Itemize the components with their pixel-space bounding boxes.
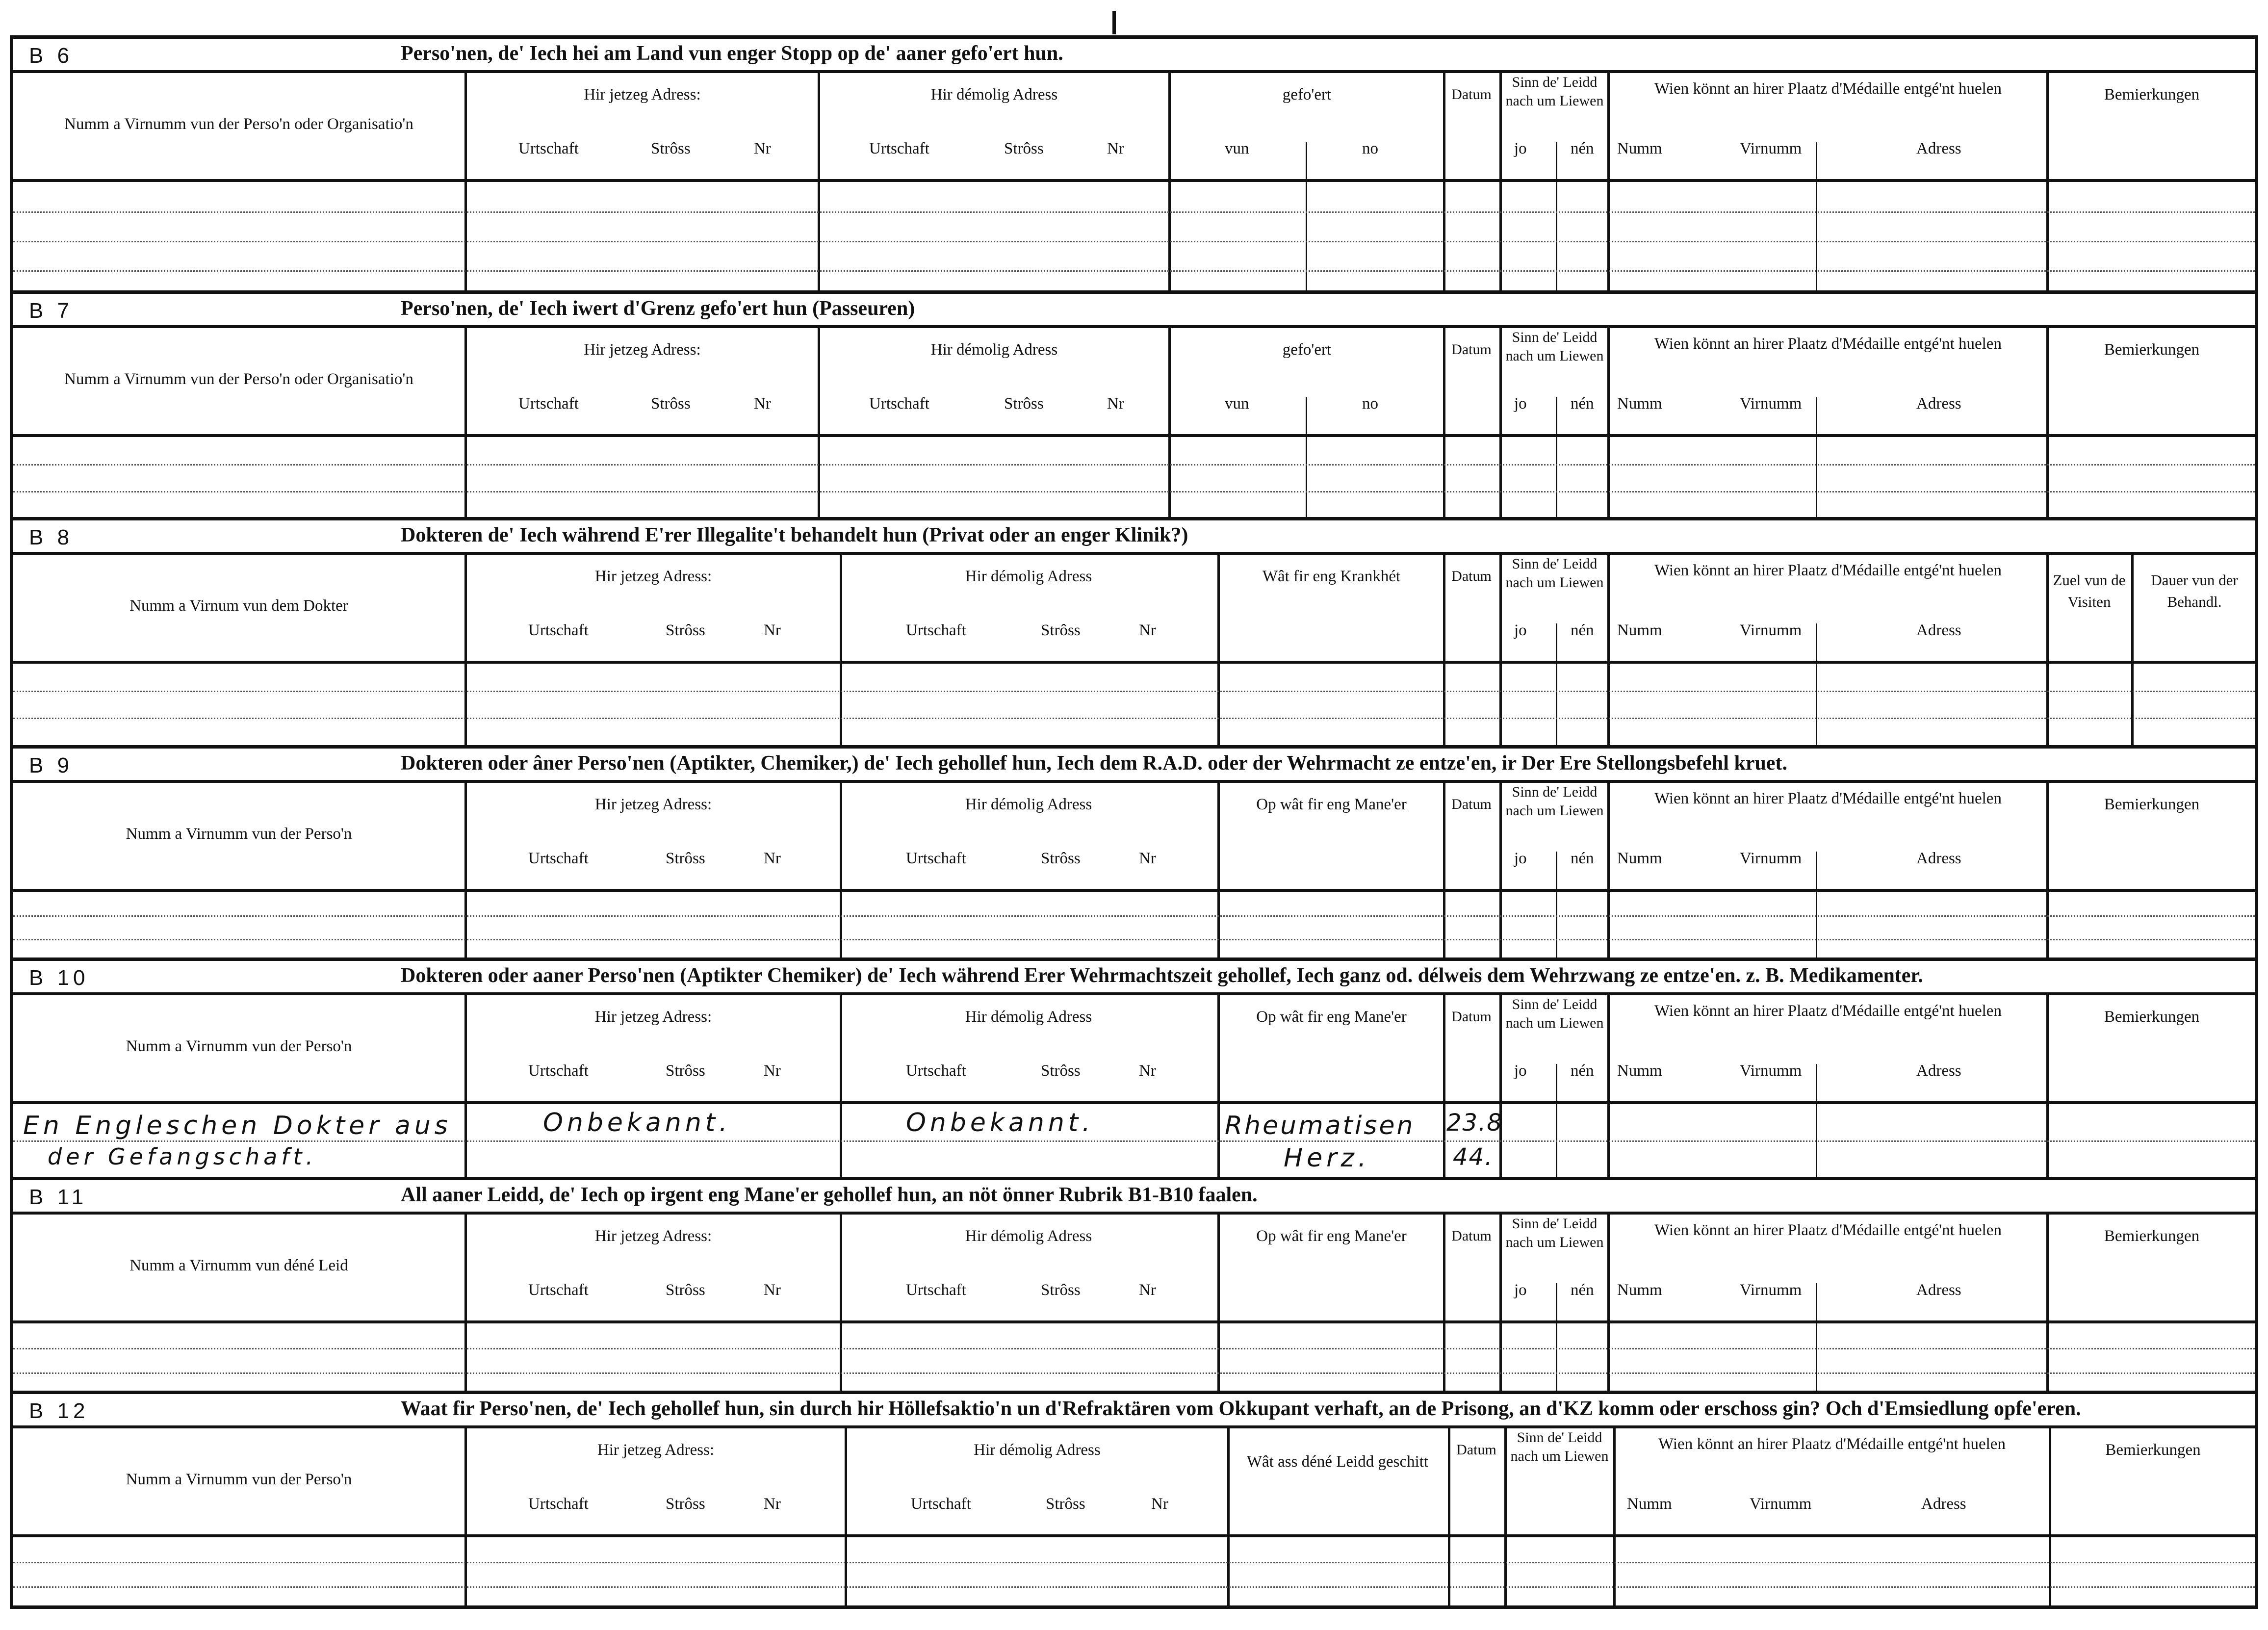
header-current-address: Hir jetzeg Adress:	[597, 1441, 715, 1459]
section-title: Dokteren oder aaner Perso'nen (Aptikter Chemiker) de' Iech während Erer Wehrmachtszeit gehollef, Iech ganz od. délweis dem Wehrzwang ze entze'en. z. B. Medikamenter.	[401, 964, 1923, 987]
header-nr: Nr	[1139, 1062, 1156, 1080]
header-urtschaft: Urtschaft	[906, 850, 966, 867]
handwritten-name-line1: En Engleschen Dokter aus	[23, 1111, 452, 1140]
header-nr: Nr	[1139, 621, 1156, 639]
column-header-row	[13, 1215, 2255, 1323]
header-medal: Wien könnt an hirer Plaatz d'Médaille entgé'nt huelen	[1654, 80, 2002, 98]
header-sinn: Sinn de' Leidd nach um Liewen	[1510, 1429, 1609, 1464]
header-urtschaft: Urtschaft	[528, 1281, 589, 1299]
header-vun: vun	[1225, 140, 1249, 157]
header-nr: Nr	[1139, 850, 1156, 867]
header-urtschaft: Urtschaft	[869, 395, 929, 413]
header-urtschaft: Urtschaft	[906, 621, 966, 639]
header-nr: Nr	[754, 140, 771, 157]
section-title: Perso'nen, de' Iech hei am Land vun enger Stopp op de' aaner gefo'ert hun.	[401, 42, 1063, 65]
header-sinn: Sinn de' Leidd nach um Liewen	[1505, 784, 1604, 819]
header-gefoert: gefo'ert	[1282, 86, 1332, 103]
handwritten-maneer-line2: Herz.	[1284, 1143, 1370, 1173]
header-jo: jo	[1514, 1062, 1527, 1080]
header-bemierkungen: Bemierkungen	[2104, 1008, 2200, 1026]
header-current-address: Hir jetzeg Adress:	[584, 341, 701, 359]
header-stross: Strôss	[1041, 850, 1081, 867]
header-stross: Strôss	[666, 1062, 705, 1080]
header-virnumm: Virnumm	[1740, 395, 1802, 413]
section-code: B 10	[29, 966, 89, 990]
header-urtschaft: Urtschaft	[906, 1281, 966, 1299]
header-former-address: Hir démolig Adress	[965, 568, 1092, 585]
header-datum: Datum	[1451, 1228, 1492, 1244]
entry-rows[interactable]	[13, 1537, 2255, 1605]
header-medal: Wien könnt an hirer Plaatz d'Médaille entgé'nt huelen	[1654, 335, 2002, 353]
header-nr: Nr	[764, 1281, 781, 1299]
header-numm: Numm	[1617, 140, 1662, 157]
entry-rows[interactable]	[13, 1104, 2255, 1177]
section-code: B 7	[29, 299, 74, 323]
header-former-address: Hir démolig Adress	[930, 86, 1058, 103]
header-vun: vun	[1225, 395, 1249, 413]
header-name: Numm a Virnum vun dem Dokter	[129, 597, 348, 615]
header-numm: Numm	[1627, 1495, 1672, 1513]
header-datum: Datum	[1456, 1442, 1496, 1458]
header-jo: jo	[1514, 140, 1527, 157]
header-virnumm: Virnumm	[1740, 850, 1802, 867]
header-name: Numm a Virnumm vun der Perso'n	[126, 1037, 352, 1055]
header-nr: Nr	[1139, 1281, 1156, 1299]
top-registration-mark	[1112, 11, 1116, 34]
header-name: Numm a Virnumm vun der Perso'n	[126, 825, 352, 843]
section-b8	[13, 520, 2255, 749]
header-medal: Wien könnt an hirer Plaatz d'Médaille entgé'nt huelen	[1658, 1435, 2006, 1453]
header-virnumm: Virnumm	[1740, 140, 1802, 157]
header-nr: Nr	[1151, 1495, 1168, 1513]
header-medal: Wien könnt an hirer Plaatz d'Médaille entgé'nt huelen	[1654, 562, 2002, 579]
header-adress: Adress	[1916, 140, 1961, 157]
section-code: B 11	[29, 1185, 88, 1209]
header-bemierkungen: Bemierkungen	[2105, 1441, 2201, 1459]
section-title-row	[13, 749, 2255, 783]
handwritten-former-address: Onbekannt.	[906, 1108, 1094, 1138]
section-code: B 12	[29, 1399, 89, 1423]
header-nr: Nr	[1107, 140, 1124, 157]
header-sinn: Sinn de' Leidd nach um Liewen	[1505, 1216, 1604, 1250]
entry-rows[interactable]	[13, 664, 2255, 745]
header-geschitt: Wât ass déné Leidd geschitt	[1246, 1453, 1429, 1471]
header-datum: Datum	[1451, 341, 1492, 358]
header-numm: Numm	[1617, 1281, 1662, 1299]
header-sinn: Sinn de' Leidd nach um Liewen	[1505, 996, 1604, 1031]
section-title: Waat fir Perso'nen, de' Iech gehollef hun, sin durch hir Höllefsaktio'n un d'Refraktären vom Okkupant verhaft, an de Prisong, an d'KZ komm oder erschoss gin? Och d'Emsiedlung opfe'eren.	[401, 1397, 2081, 1420]
header-name: Numm a Virnumm vun der Perso'n oder Organisatio'n	[64, 115, 413, 133]
section-title-row	[13, 961, 2255, 995]
header-urtschaft: Urtschaft	[528, 1062, 589, 1080]
header-adress: Adress	[1916, 395, 1961, 413]
header-maneer: Op wât fir eng Mane'er	[1256, 796, 1407, 813]
header-current-address: Hir jetzeg Adress:	[584, 86, 701, 103]
header-datum: Datum	[1451, 568, 1492, 584]
section-title: All aaner Leidd, de' Iech op irgent eng Mane'er gehollef hun, an nöt önner Rubrik B1-B10 faalen.	[401, 1184, 1258, 1206]
section-b10	[13, 961, 2255, 1180]
section-b7	[13, 294, 2255, 520]
header-no: no	[1362, 140, 1378, 157]
header-stross: Strôss	[666, 1281, 705, 1299]
section-code: B 8	[29, 525, 74, 549]
header-stross: Strôss	[666, 850, 705, 867]
header-stross: Strôss	[666, 621, 705, 639]
section-title: Perso'nen, de' Iech iwert d'Grenz gefo'ert hun (Passeuren)	[401, 297, 915, 320]
header-gefoert: gefo'ert	[1282, 341, 1332, 359]
header-name: Numm a Virnumm vun der Perso'n oder Organisatio'n	[64, 370, 413, 388]
header-sinn: Sinn de' Leidd nach um Liewen	[1505, 556, 1604, 591]
header-bemierkungen: Bemierkungen	[2104, 341, 2200, 359]
header-datum: Datum	[1451, 796, 1492, 812]
section-title: Dokteren oder âner Perso'nen (Aptikter, Chemiker,) de' Iech gehollef hun, Iech dem R.A.D. oder der Wehrmacht ze entze'en, ir Der Ere Stellongsbefehl kruet.	[401, 752, 1787, 775]
header-stross: Strôss	[651, 395, 691, 413]
entry-rows[interactable]	[13, 182, 2255, 290]
column-header-row	[13, 1428, 2255, 1537]
header-adress: Adress	[1921, 1495, 1966, 1513]
header-zuel: Zuel vun de Visiten	[2053, 571, 2126, 610]
header-former-address: Hir démolig Adress	[930, 341, 1058, 359]
handwritten-datum-line1: 23.8	[1446, 1109, 1503, 1137]
section-code: B 6	[29, 44, 74, 68]
header-urtschaft: Urtschaft	[528, 621, 589, 639]
section-title: Dokteren de' Iech während E'rer Illegalite't behandelt hun (Privat oder an enger Klinik?)	[401, 524, 1188, 546]
column-header-row	[13, 783, 2255, 892]
section-b11	[13, 1180, 2255, 1394]
header-virnumm: Virnumm	[1740, 1281, 1802, 1299]
column-header-row	[13, 555, 2255, 664]
header-bemierkungen: Bemierkungen	[2104, 1227, 2200, 1245]
header-virnumm: Virnumm	[1740, 621, 1802, 639]
header-stross: Strôss	[1041, 1062, 1081, 1080]
header-stross: Strôss	[1041, 1281, 1081, 1299]
header-datum: Datum	[1451, 1009, 1492, 1025]
header-medal: Wien könnt an hirer Plaatz d'Médaille entgé'nt huelen	[1654, 1002, 2002, 1020]
header-adress: Adress	[1916, 850, 1961, 867]
header-stross: Strôss	[1004, 395, 1044, 413]
header-dauer: Dauer vun der Behandl.	[2151, 571, 2238, 610]
entry-rows[interactable]	[13, 892, 2255, 957]
handwritten-maneer-line1: Rheumatisen	[1225, 1111, 1415, 1140]
header-sinn: Sinn de' Leidd nach um Liewen	[1505, 329, 1604, 364]
section-b9	[13, 749, 2255, 961]
header-urtschaft: Urtschaft	[528, 1495, 589, 1513]
section-title-row	[13, 1180, 2255, 1215]
header-urtschaft: Urtschaft	[869, 140, 929, 157]
header-jo: jo	[1514, 395, 1527, 413]
column-header-row	[13, 73, 2255, 182]
header-nen: nén	[1571, 621, 1594, 639]
form-frame	[10, 35, 2258, 1609]
header-jo: jo	[1514, 850, 1527, 867]
section-b6	[13, 39, 2255, 294]
header-maneer: Op wât fir eng Mane'er	[1256, 1008, 1407, 1026]
section-code: B 9	[29, 753, 74, 777]
header-jo: jo	[1514, 621, 1527, 639]
header-former-address: Hir démolig Adress	[965, 796, 1092, 813]
handwritten-name-line2: der Gefangschaft.	[48, 1143, 317, 1170]
header-stross: Strôss	[1041, 621, 1081, 639]
header-nr: Nr	[754, 395, 771, 413]
header-nr: Nr	[764, 850, 781, 867]
section-title-row	[13, 39, 2255, 73]
header-stross: Strôss	[651, 140, 691, 157]
header-maneer: Op wât fir eng Mane'er	[1256, 1227, 1407, 1245]
header-adress: Adress	[1916, 1062, 1961, 1080]
header-urtschaft: Urtschaft	[518, 395, 579, 413]
header-nen: nén	[1571, 1281, 1594, 1299]
header-stross: Strôss	[1046, 1495, 1085, 1513]
header-urtschaft: Urtschaft	[911, 1495, 971, 1513]
header-sinn: Sinn de' Leidd nach um Liewen	[1505, 74, 1604, 109]
header-urtschaft: Urtschaft	[528, 850, 589, 867]
column-header-row	[13, 995, 2255, 1104]
header-datum: Datum	[1451, 86, 1492, 103]
header-numm: Numm	[1617, 395, 1662, 413]
header-former-address: Hir démolig Adress	[965, 1008, 1092, 1026]
header-urtschaft: Urtschaft	[518, 140, 579, 157]
column-header-row	[13, 328, 2255, 437]
header-current-address: Hir jetzeg Adress:	[594, 568, 712, 585]
header-numm: Numm	[1617, 850, 1662, 867]
header-medal: Wien könnt an hirer Plaatz d'Médaille entgé'nt huelen	[1654, 790, 2002, 807]
header-krankhet: Wât fir eng Krankhét	[1262, 568, 1401, 585]
header-nr: Nr	[764, 621, 781, 639]
header-medal: Wien könnt an hirer Plaatz d'Médaille entgé'nt huelen	[1654, 1221, 2002, 1239]
header-nen: nén	[1571, 140, 1594, 157]
header-adress: Adress	[1916, 621, 1961, 639]
header-nen: nén	[1571, 395, 1594, 413]
header-nen: nén	[1571, 1062, 1594, 1080]
section-title-row	[13, 520, 2255, 555]
entry-rows[interactable]	[13, 1323, 2255, 1391]
header-current-address: Hir jetzeg Adress:	[594, 1227, 712, 1245]
entry-rows[interactable]	[13, 437, 2255, 517]
header-former-address: Hir démolig Adress	[965, 1227, 1092, 1245]
header-stross: Strôss	[1004, 140, 1044, 157]
header-nen: nén	[1571, 850, 1594, 867]
header-virnumm: Virnumm	[1750, 1495, 1812, 1513]
handwritten-datum-line2: 44.	[1453, 1143, 1494, 1171]
header-name: Numm a Virnumm vun déné Leid	[129, 1257, 348, 1274]
header-nr: Nr	[764, 1495, 781, 1513]
header-no: no	[1362, 395, 1378, 413]
header-numm: Numm	[1617, 1062, 1662, 1080]
section-b12	[13, 1394, 2255, 1605]
header-numm: Numm	[1617, 621, 1662, 639]
handwritten-current-address: Onbekannt.	[543, 1108, 731, 1138]
header-nr: Nr	[764, 1062, 781, 1080]
header-nr: Nr	[1107, 395, 1124, 413]
section-title-row	[13, 294, 2255, 328]
header-stross: Strôss	[666, 1495, 705, 1513]
header-jo: jo	[1514, 1281, 1527, 1299]
section-title-row	[13, 1394, 2255, 1428]
header-former-address: Hir démolig Adress	[974, 1441, 1101, 1459]
header-current-address: Hir jetzeg Adress:	[594, 1008, 712, 1026]
header-bemierkungen: Bemierkungen	[2104, 796, 2200, 813]
header-urtschaft: Urtschaft	[906, 1062, 966, 1080]
header-virnumm: Virnumm	[1740, 1062, 1802, 1080]
header-current-address: Hir jetzeg Adress:	[594, 796, 712, 813]
header-adress: Adress	[1916, 1281, 1961, 1299]
header-name: Numm a Virnumm vun der Perso'n	[126, 1471, 352, 1488]
header-bemierkungen: Bemierkungen	[2104, 86, 2200, 103]
